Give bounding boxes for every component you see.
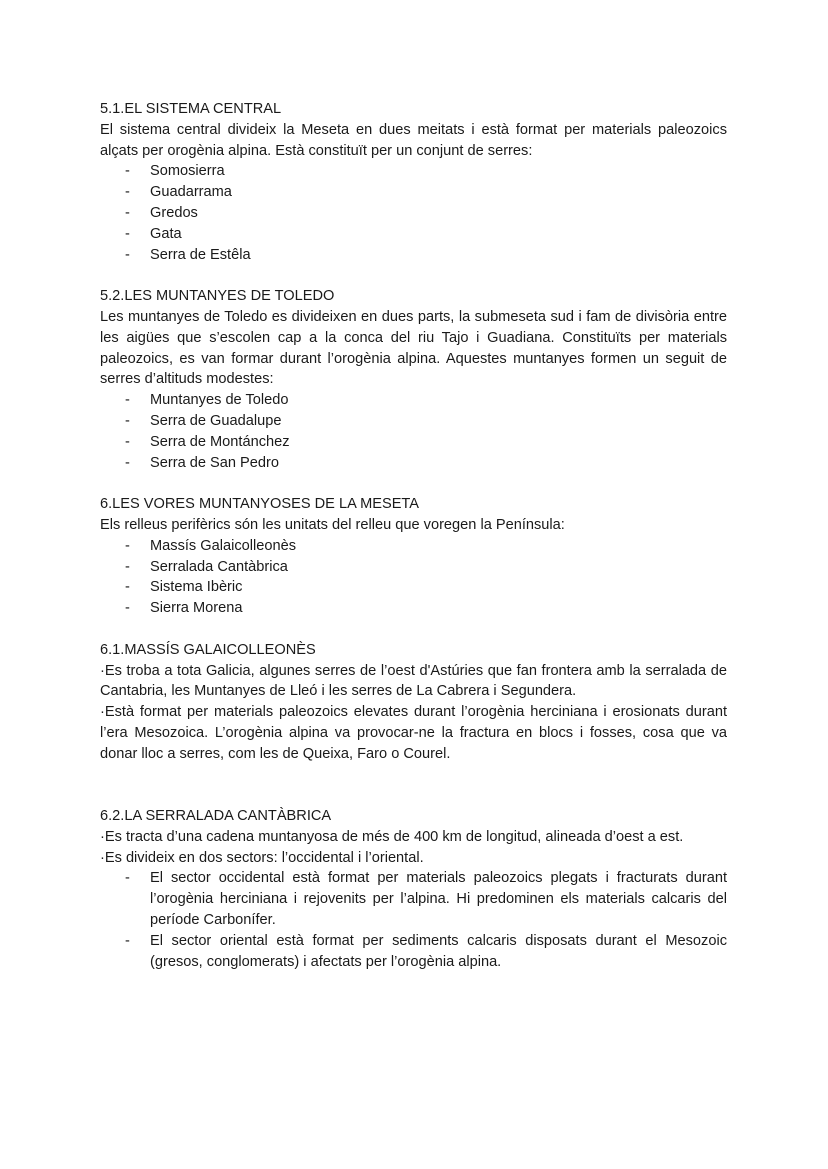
section-heading: 5.2.LES MUNTANYES DE TOLEDO [100,288,335,305]
dash-bullet: - [125,204,130,221]
section-serralada-cantabrica [100,806,727,972]
section-paragraph: ·Està format per materials paleozoics elevates durant l’orogènia herciniana i erosionats durant l’era Mesozoica. L’orogènia alpina va provocar-ne la fractura en blocs i fosses, cosa que va donar lloc a serres, com les de Queixa, Faro o Courel. [100,704,727,762]
list-item-text: Serra de Guadalupe [150,412,282,429]
list-item-text: Sistema Ibèric [150,579,243,596]
spacer [100,765,727,807]
section-paragraph: Els relleus perifèrics són les unitats del relleu que voregen la Península: [100,516,565,533]
list-item-text: Guadarrama [150,184,232,201]
dash-bullet: - [125,600,130,617]
dash-bullet: - [125,392,130,409]
spacer [100,265,727,286]
list-item-text: Sierra Morena [150,600,243,617]
dash-bullet: - [125,558,130,575]
list-item-text: Muntanyes de Toledo [150,392,289,409]
dash-bullet: - [125,412,130,429]
list-item-text: Serra de Estêla [150,246,251,263]
list-item-text: Serralada Cantàbrica [150,558,288,575]
section-heading: 5.1.EL SISTEMA CENTRAL [100,101,282,117]
list-item [100,390,727,411]
dash-bullet: - [125,246,130,263]
section-paragraph: ·Es troba a tota Galicia, algunes serres de l’oest d'Astúries que fan frontera amb la serralada de Cantabria, les Muntanyes de Lleó i les serres de La Cabrera i Segundera. [100,662,727,700]
dash-bullet: - [125,932,130,949]
list-item [100,203,727,224]
list-item-text: Gata [150,225,182,242]
section-heading: 6.LES VORES MUNTANYOSES DE LA MESETA [100,496,419,513]
dash-bullet: - [125,454,130,471]
spacer [100,473,727,494]
dash-bullet: - [125,163,130,180]
section-heading: 6.1.MASSÍS GALAICOLLEONÈS [100,641,316,658]
section-paragraph: Les muntanyes de Toledo es divideixen en dues parts, la submeseta sud i fam de divisòria entre les aigües que s’escolen cap a la conca del riu Tajo i Guadiana. Constituïts per materials paleozoics, es van formar durant l’orogènia alpina. Aquestes muntanyes formen un seguit de serres d’altituds modestes: [100,308,727,388]
section-massis-galaicolleones [100,640,727,765]
list-item-text: Somosierra [150,163,225,180]
section-sistema-central [100,99,727,265]
list-item [100,598,727,619]
section-paragraph: ·Es tracta d’una cadena muntanyosa de més de 400 km de longitud, alineada d’oest a est. [100,828,684,845]
sector-list [100,868,727,972]
section-paragraph: El sistema central divideix la Meseta en dues meitats i està format per materials paleozoics alçats per orogènia alpina. Està constituït per un conjunt de serres: [100,121,727,159]
list-item [100,868,727,930]
list-item [100,453,727,474]
list-item-text: Massís Galaicolleonès [150,537,297,554]
dash-bullet: - [125,870,130,887]
document-page [100,99,727,972]
list-item [100,577,727,598]
list-item-text: Serra de Montánchez [150,433,290,450]
list-item [100,411,727,432]
section-heading: 6.2.LA SERRALADA CANTÀBRICA [100,808,332,825]
spacer [100,619,727,640]
dash-bullet: - [125,225,130,242]
dash-bullet: - [125,537,130,554]
list-item-text: Serra de San Pedro [150,454,279,471]
list-item [100,432,727,453]
section-paragraph: ·Es divideix en dos sectors: l’occidental i l’oriental. [100,849,424,866]
range-list [100,161,727,265]
list-item-text: El sector occidental està format per materials paleozoics plegats i fracturats durant l’orogènia herciniana i rejovenits per l’alpina. Hi predominen els materials calcaris del període Carbonífer. [150,870,727,929]
list-item [100,245,727,266]
list-item [100,536,727,557]
section-vores-muntanyoses [100,494,727,619]
section-muntanyes-toledo [100,286,727,473]
list-item [100,224,727,245]
list-item [100,931,727,973]
list-item-text: El sector oriental està format per sediments calcaris disposats durant el Mesozoic (gresos, conglomerats) i afectats per l’orogènia alpina. [150,932,727,970]
range-list [100,390,727,473]
dash-bullet: - [125,433,130,450]
dash-bullet: - [125,184,130,201]
list-item [100,557,727,578]
dash-bullet: - [125,579,130,596]
list-item-text: Gredos [150,204,198,221]
range-list [100,536,727,619]
list-item [100,182,727,203]
list-item [100,161,727,182]
